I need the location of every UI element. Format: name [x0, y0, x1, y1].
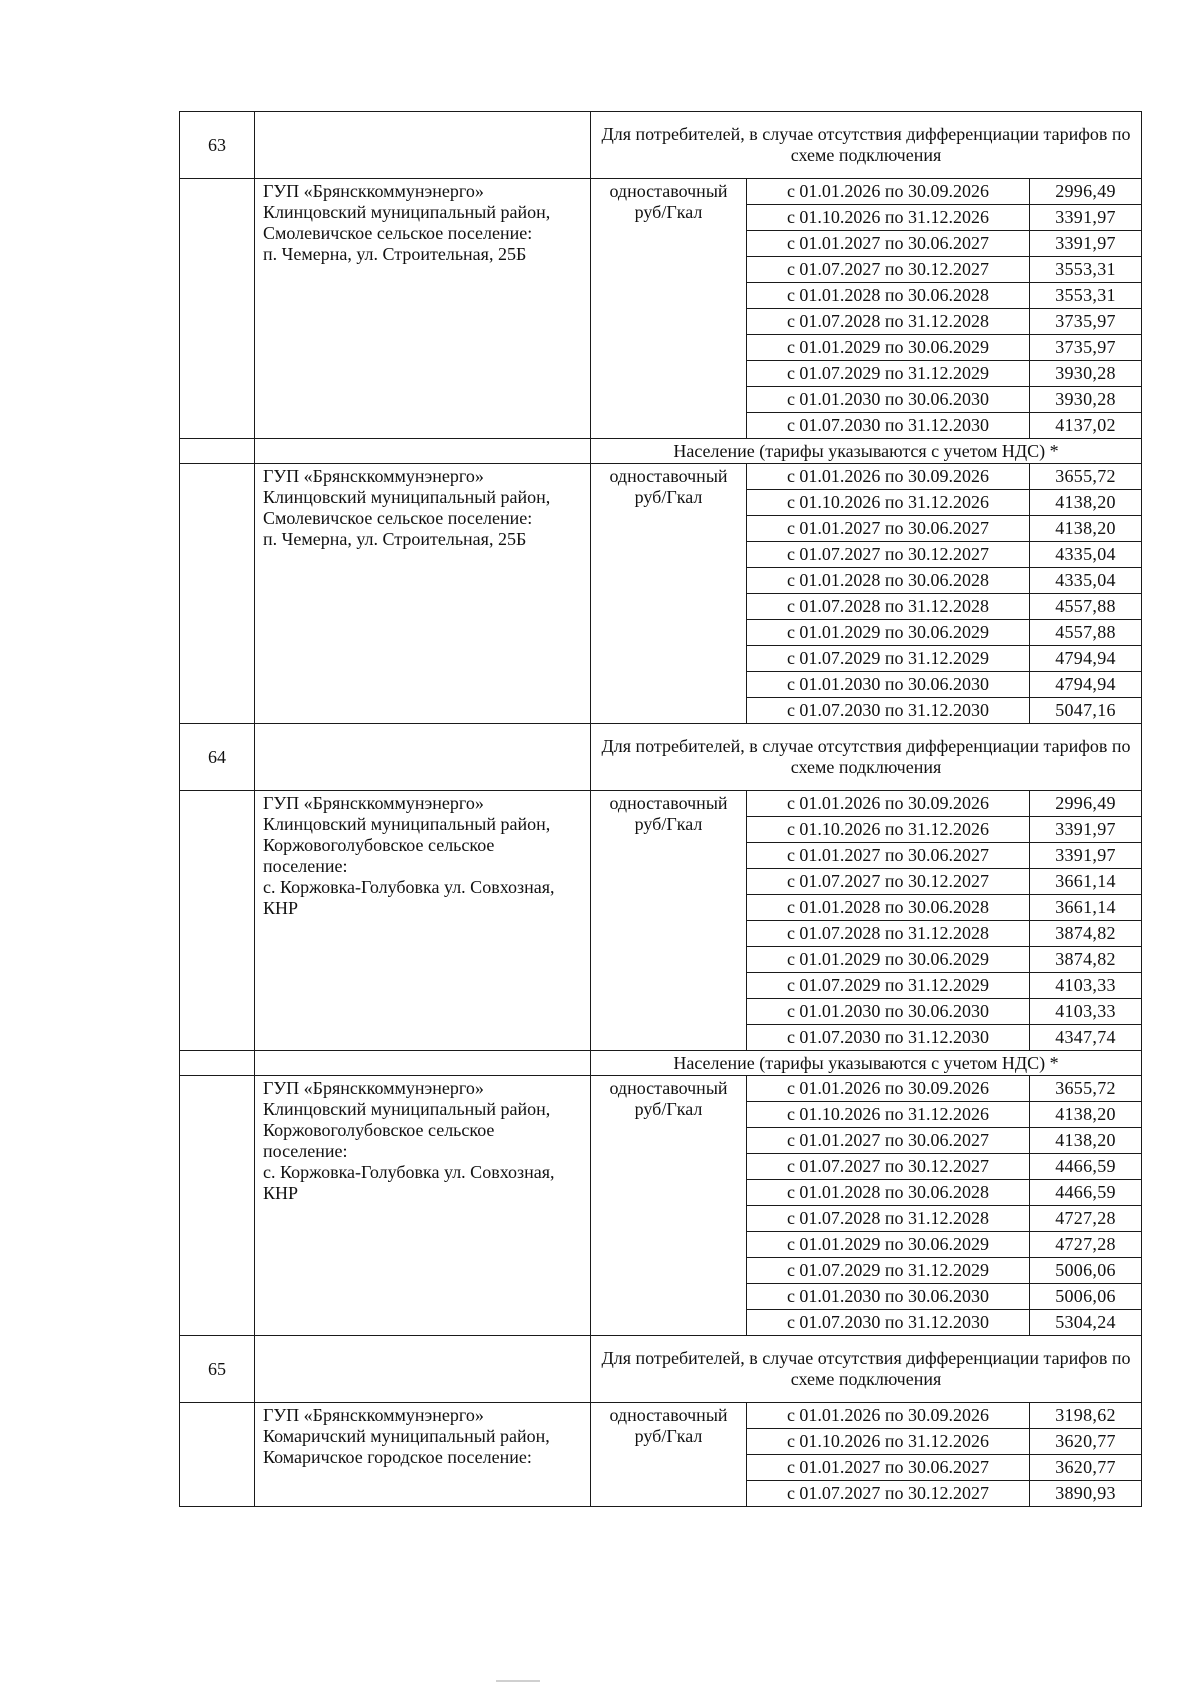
tariff-value-cell: 3661,14: [1030, 895, 1142, 921]
organization-line: с. Коржовка-Голубовка ул. Совхозная, КНР: [263, 877, 555, 918]
rate-type-line: одноставочный: [609, 793, 728, 813]
tariff-value-cell: 2996,49: [1030, 179, 1142, 205]
period-cell: с 01.01.2030 по 30.06.2030: [747, 1284, 1030, 1310]
period-cell: с 01.07.2028 по 31.12.2028: [747, 921, 1030, 947]
tariff-table: [179, 111, 1142, 1507]
number-cell-empty: [180, 464, 255, 724]
tariff-value-cell: 3930,28: [1030, 361, 1142, 387]
rate-type-line: одноставочный: [609, 181, 728, 201]
tariff-value-cell: 4347,74: [1030, 1025, 1142, 1051]
organization-line: с. Коржовка-Голубовка ул. Совхозная, КНР: [263, 1162, 555, 1203]
period-cell: с 01.01.2026 по 30.09.2026: [747, 464, 1030, 490]
tariff-value-cell: 3391,97: [1030, 205, 1142, 231]
organization-line: п. Чемерна, ул. Строительная, 25Б: [263, 244, 527, 264]
tariff-value-cell: 3661,14: [1030, 869, 1142, 895]
period-cell: с 01.01.2028 по 30.06.2028: [747, 1180, 1030, 1206]
tariff-value-cell: 3553,31: [1030, 257, 1142, 283]
empty-cell: [255, 1336, 591, 1403]
organization-line: Смолевичское сельское поселение:: [263, 223, 533, 243]
period-cell: с 01.01.2029 по 30.06.2029: [747, 1232, 1030, 1258]
tariff-value-cell: 3391,97: [1030, 231, 1142, 257]
section-number: 63: [180, 112, 255, 179]
period-cell: с 01.01.2029 по 30.06.2029: [747, 947, 1030, 973]
table-row: [180, 1076, 1142, 1102]
tariff-value-cell: 4727,28: [1030, 1232, 1142, 1258]
tariff-value-cell: 3198,62: [1030, 1403, 1142, 1429]
tariff-value-cell: 2996,49: [1030, 791, 1142, 817]
tariff-value-cell: 3391,97: [1030, 843, 1142, 869]
period-cell: с 01.07.2027 по 30.12.2027: [747, 257, 1030, 283]
rate-type-line: одноставочный: [609, 1405, 728, 1425]
tariff-value-cell: 3620,77: [1030, 1455, 1142, 1481]
period-cell: с 01.01.2027 по 30.06.2027: [747, 843, 1030, 869]
period-cell: с 01.01.2030 по 30.06.2030: [747, 387, 1030, 413]
period-cell: с 01.07.2030 по 31.12.2030: [747, 1310, 1030, 1336]
period-cell: с 01.01.2026 по 30.09.2026: [747, 1403, 1030, 1429]
rate-type-line: руб/Гкал: [634, 487, 703, 507]
period-cell: с 01.01.2026 по 30.09.2026: [747, 1076, 1030, 1102]
block-heading: Население (тарифы указываются с учетом НДС) *: [591, 439, 1142, 464]
rate-type-cell: [591, 791, 747, 1051]
organization-cell: [255, 791, 591, 1051]
organization-line: Клинцовский муниципальный район,: [263, 202, 551, 222]
period-cell: с 01.07.2028 по 31.12.2028: [747, 309, 1030, 335]
organization-cell: [255, 179, 591, 439]
rate-type-line: руб/Гкал: [634, 202, 703, 222]
organization-line: ГУП «Брянсккоммунэнерго»: [263, 181, 484, 201]
rate-type-line: руб/Гкал: [634, 1099, 703, 1119]
period-cell: с 01.01.2028 по 30.06.2028: [747, 895, 1030, 921]
period-cell: с 01.07.2027 по 30.12.2027: [747, 1154, 1030, 1180]
period-cell: с 01.01.2028 по 30.06.2028: [747, 568, 1030, 594]
period-cell: с 01.10.2026 по 31.12.2026: [747, 205, 1030, 231]
tariff-value-cell: 3874,82: [1030, 947, 1142, 973]
section-number-empty: [180, 1051, 255, 1076]
organization-line: Смолевичское сельское поселение:: [263, 508, 533, 528]
number-cell-empty: [180, 1076, 255, 1336]
rate-type-cell: [591, 1403, 747, 1507]
tariff-value-cell: 4466,59: [1030, 1154, 1142, 1180]
tariff-value-cell: 4335,04: [1030, 542, 1142, 568]
tariff-value-cell: 3890,93: [1030, 1481, 1142, 1507]
period-cell: с 01.07.2029 по 31.12.2029: [747, 361, 1030, 387]
tariff-value-cell: 4557,88: [1030, 594, 1142, 620]
block-heading: Для потребителей, в случае отсутствия дифференциации тарифов по схеме подключения: [591, 112, 1142, 179]
section-number: 65: [180, 1336, 255, 1403]
organization-line: ГУП «Брянсккоммунэнерго»: [263, 1078, 484, 1098]
period-cell: с 01.07.2027 по 30.12.2027: [747, 869, 1030, 895]
block-heading: Для потребителей, в случае отсутствия дифференциации тарифов по схеме подключения: [591, 1336, 1142, 1403]
period-cell: с 01.07.2029 по 31.12.2029: [747, 973, 1030, 999]
table-row: [180, 179, 1142, 205]
tariff-value-cell: 3620,77: [1030, 1429, 1142, 1455]
block-heading-row: [180, 1051, 1142, 1076]
block-heading-row: [180, 439, 1142, 464]
empty-cell: [255, 439, 591, 464]
organization-line: Клинцовский муниципальный район,: [263, 487, 551, 507]
organization-line: ГУП «Брянсккоммунэнерго»: [263, 793, 484, 813]
tariff-value-cell: 3391,97: [1030, 817, 1142, 843]
tariff-value-cell: 3735,97: [1030, 309, 1142, 335]
number-cell-empty: [180, 179, 255, 439]
organization-cell: [255, 1076, 591, 1336]
rate-type-cell: [591, 1076, 747, 1336]
tariff-value-cell: 3874,82: [1030, 921, 1142, 947]
tariff-value-cell: 3930,28: [1030, 387, 1142, 413]
page-footer-mark: [496, 1680, 540, 1682]
rate-type-cell: [591, 464, 747, 724]
rate-type-line: одноставочный: [609, 1078, 728, 1098]
organization-line: п. Чемерна, ул. Строительная, 25Б: [263, 529, 527, 549]
tariff-value-cell: 5006,06: [1030, 1258, 1142, 1284]
tariff-value-cell: 4138,20: [1030, 490, 1142, 516]
organization-line: Комаричский муниципальный район,: [263, 1426, 550, 1446]
period-cell: с 01.10.2026 по 31.12.2026: [747, 490, 1030, 516]
number-cell-empty: [180, 791, 255, 1051]
block-heading-row: [180, 724, 1142, 791]
section-number: 64: [180, 724, 255, 791]
table-row: [180, 1403, 1142, 1429]
tariff-value-cell: 5304,24: [1030, 1310, 1142, 1336]
period-cell: с 01.07.2027 по 30.12.2027: [747, 1481, 1030, 1507]
period-cell: с 01.07.2030 по 31.12.2030: [747, 698, 1030, 724]
number-cell-empty: [180, 1403, 255, 1507]
period-cell: с 01.10.2026 по 31.12.2026: [747, 1429, 1030, 1455]
period-cell: с 01.01.2027 по 30.06.2027: [747, 516, 1030, 542]
block-heading: Для потребителей, в случае отсутствия дифференциации тарифов по схеме подключения: [591, 724, 1142, 791]
organization-cell: [255, 1403, 591, 1507]
period-cell: с 01.01.2030 по 30.06.2030: [747, 672, 1030, 698]
period-cell: с 01.07.2028 по 31.12.2028: [747, 1206, 1030, 1232]
organization-cell: [255, 464, 591, 724]
period-cell: с 01.07.2027 по 30.12.2027: [747, 542, 1030, 568]
empty-cell: [255, 724, 591, 791]
period-cell: с 01.10.2026 по 31.12.2026: [747, 817, 1030, 843]
period-cell: с 01.01.2026 по 30.09.2026: [747, 179, 1030, 205]
organization-line: Комаричское городское поселение:: [263, 1447, 532, 1467]
period-cell: с 01.10.2026 по 31.12.2026: [747, 1102, 1030, 1128]
period-cell: с 01.01.2026 по 30.09.2026: [747, 791, 1030, 817]
period-cell: с 01.01.2028 по 30.06.2028: [747, 283, 1030, 309]
tariff-value-cell: 4103,33: [1030, 999, 1142, 1025]
organization-line: ГУП «Брянсккоммунэнерго»: [263, 466, 484, 486]
tariff-value-cell: 4794,94: [1030, 646, 1142, 672]
block-heading: Население (тарифы указываются с учетом НДС) *: [591, 1051, 1142, 1076]
rate-type-line: руб/Гкал: [634, 1426, 703, 1446]
organization-line: ГУП «Брянсккоммунэнерго»: [263, 1405, 484, 1425]
period-cell: с 01.07.2029 по 31.12.2029: [747, 1258, 1030, 1284]
tariff-value-cell: 4794,94: [1030, 672, 1142, 698]
table-row: [180, 791, 1142, 817]
block-heading-row: [180, 112, 1142, 179]
tariff-value-cell: 4137,02: [1030, 413, 1142, 439]
period-cell: с 01.07.2028 по 31.12.2028: [747, 594, 1030, 620]
period-cell: с 01.01.2030 по 30.06.2030: [747, 999, 1030, 1025]
tariff-value-cell: 5006,06: [1030, 1284, 1142, 1310]
period-cell: с 01.01.2029 по 30.06.2029: [747, 335, 1030, 361]
period-cell: с 01.01.2027 по 30.06.2027: [747, 1455, 1030, 1481]
empty-cell: [255, 112, 591, 179]
period-cell: с 01.01.2027 по 30.06.2027: [747, 231, 1030, 257]
period-cell: с 01.07.2030 по 31.12.2030: [747, 413, 1030, 439]
period-cell: с 01.01.2029 по 30.06.2029: [747, 620, 1030, 646]
tariff-value-cell: 4103,33: [1030, 973, 1142, 999]
period-cell: с 01.07.2029 по 31.12.2029: [747, 646, 1030, 672]
tariff-value-cell: 3735,97: [1030, 335, 1142, 361]
period-cell: с 01.01.2027 по 30.06.2027: [747, 1128, 1030, 1154]
tariff-value-cell: 3655,72: [1030, 464, 1142, 490]
tariff-value-cell: 5047,16: [1030, 698, 1142, 724]
organization-line: Клинцовский муниципальный район,: [263, 814, 551, 834]
empty-cell: [255, 1051, 591, 1076]
tariff-value-cell: 4138,20: [1030, 516, 1142, 542]
tariff-value-cell: 4335,04: [1030, 568, 1142, 594]
rate-type-line: одноставочный: [609, 466, 728, 486]
rate-type-line: руб/Гкал: [634, 814, 703, 834]
block-heading-row: [180, 1336, 1142, 1403]
section-number-empty: [180, 439, 255, 464]
tariff-value-cell: 4138,20: [1030, 1102, 1142, 1128]
period-cell: с 01.07.2030 по 31.12.2030: [747, 1025, 1030, 1051]
tariff-value-cell: 4138,20: [1030, 1128, 1142, 1154]
organization-line: Клинцовский муниципальный район,: [263, 1099, 551, 1119]
organization-line: Коржовоголубовское сельское поселение:: [263, 835, 495, 876]
tariff-value-cell: 4727,28: [1030, 1206, 1142, 1232]
tariff-value-cell: 4466,59: [1030, 1180, 1142, 1206]
rate-type-cell: [591, 179, 747, 439]
tariff-value-cell: 3553,31: [1030, 283, 1142, 309]
table-row: [180, 464, 1142, 490]
organization-line: Коржовоголубовское сельское поселение:: [263, 1120, 495, 1161]
tariff-value-cell: 4557,88: [1030, 620, 1142, 646]
tariff-value-cell: 3655,72: [1030, 1076, 1142, 1102]
